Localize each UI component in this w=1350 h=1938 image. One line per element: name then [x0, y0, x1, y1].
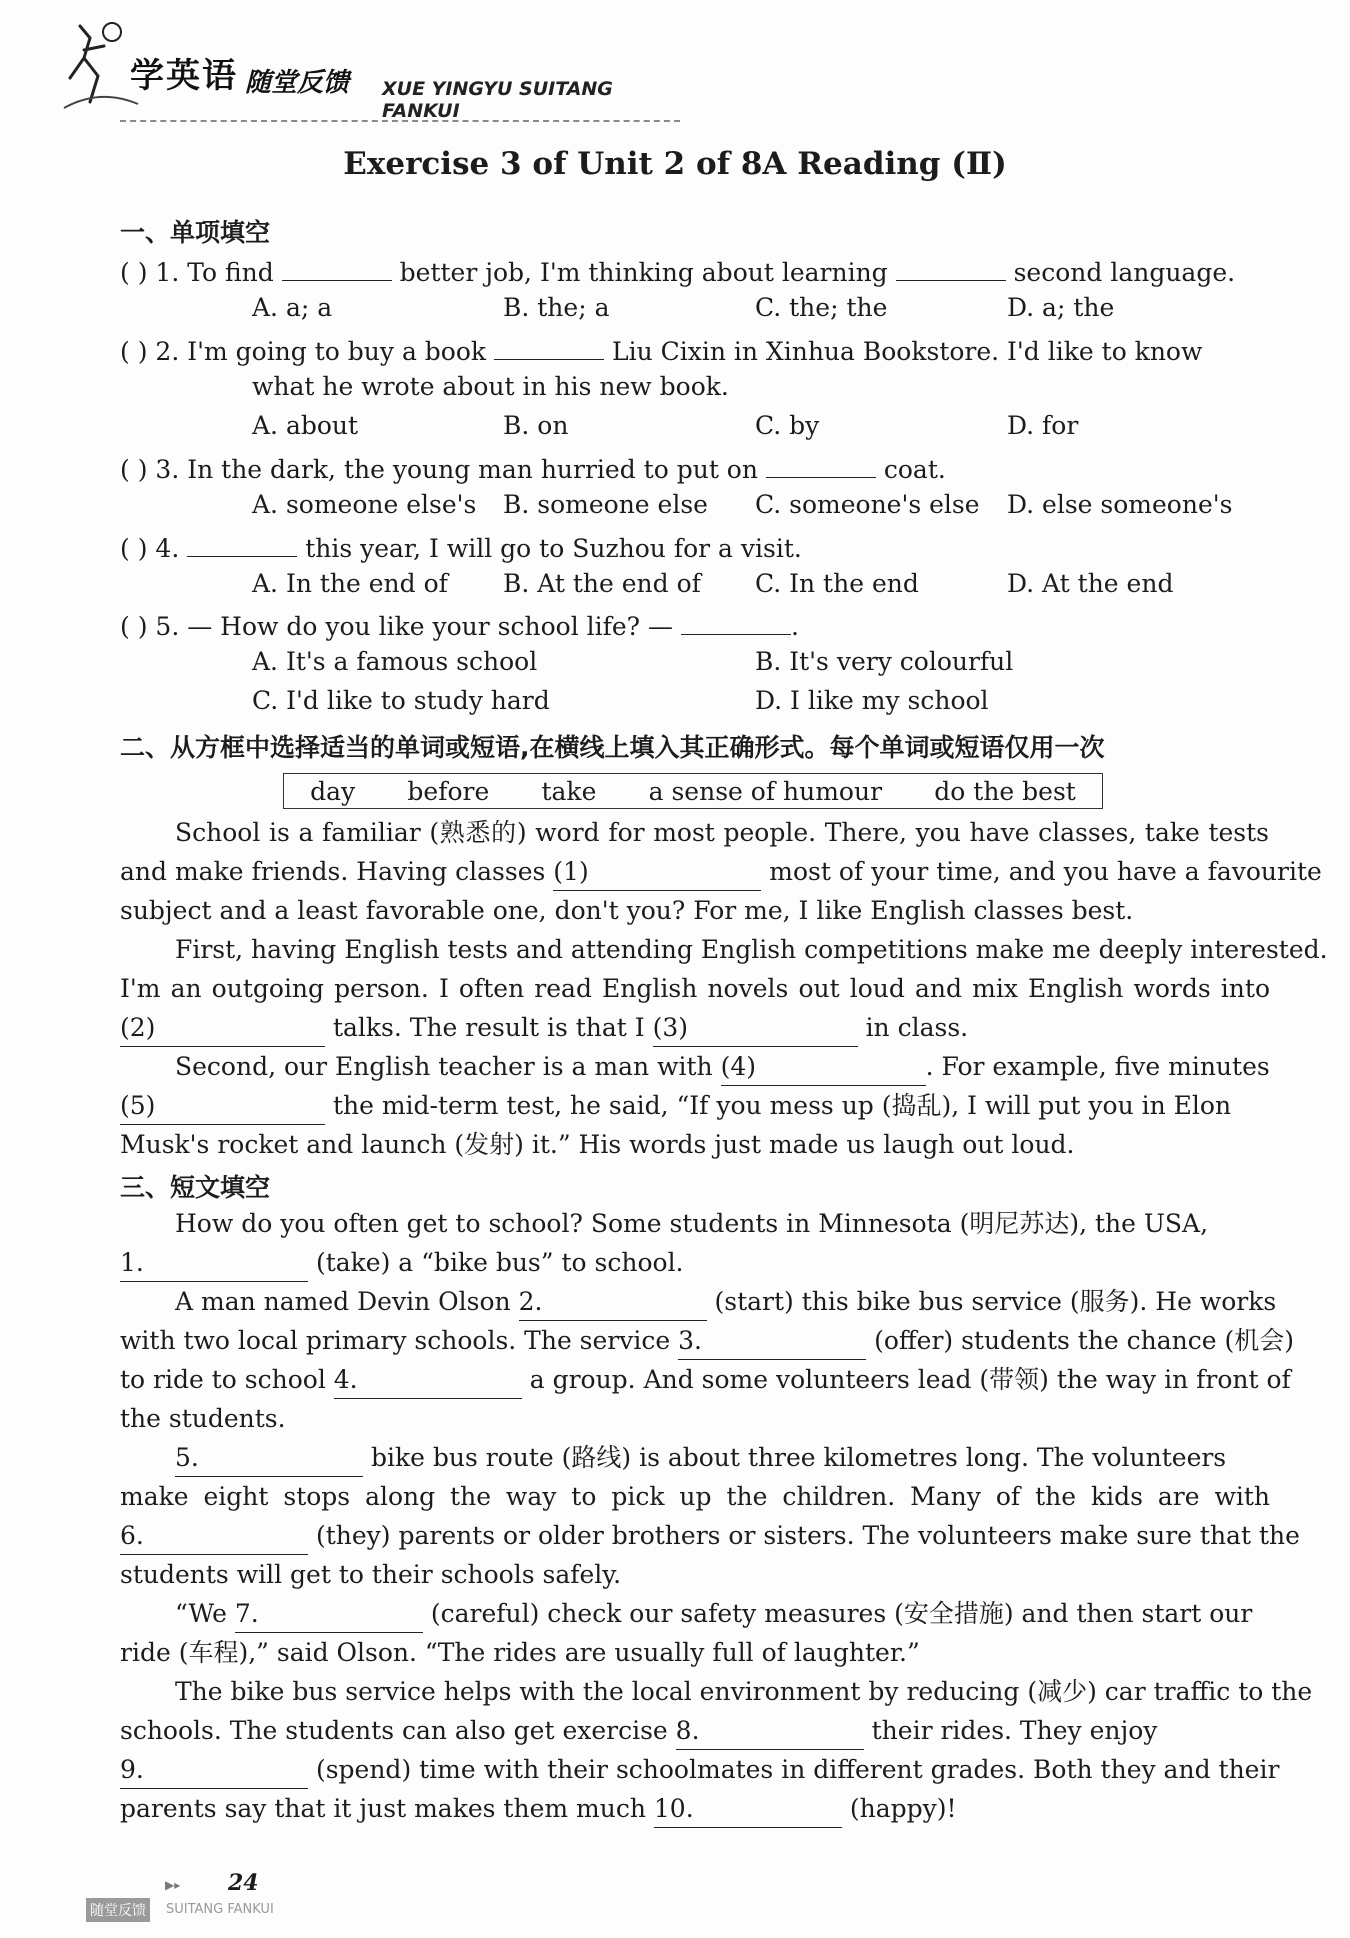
option-d: D. I like my school: [755, 686, 989, 715]
passage-3-line: [120, 1362, 1291, 1399]
passage-text: (happy)!: [849, 1794, 957, 1823]
section-3-heading: 三、短文填空: [120, 1173, 271, 1202]
option-a: A. It's a famous school: [252, 647, 538, 676]
blank-number: 10.: [653, 1794, 694, 1823]
passage-2-line: subject and a least favorable one, don't you? For me, I like English classes best.: [120, 896, 1134, 925]
passage-2-line: Musk's rocket and launch (发射) it.” His words just made us laugh out loud.: [120, 1130, 1075, 1159]
answer-blank[interactable]: [654, 1791, 842, 1828]
header-divider: [120, 120, 680, 122]
word-bank-item: do the best: [934, 776, 1076, 806]
word-bank-item: day: [310, 776, 356, 806]
question-text: this year, I will go to Suzhou for a visit.: [305, 534, 802, 563]
blank-number: 4.: [333, 1365, 358, 1394]
passage-text: . For example, five minutes: [925, 1052, 1270, 1081]
passage-text: a group. And some volunteers lead (带领) the way in front of: [529, 1365, 1291, 1394]
answer-blank[interactable]: [187, 530, 297, 557]
blank-number: (1): [553, 857, 589, 886]
section-1-heading: 一、单项填空: [120, 218, 271, 247]
answer-blank[interactable]: [334, 1362, 522, 1399]
passage-text: talks. The result is that I: [332, 1013, 645, 1042]
section-2-heading: 二、从方框中选择适当的单词或短语,在横线上填入其正确形式。每个单词或短语仅用一次: [120, 733, 1105, 762]
blank-number: (2): [120, 1013, 156, 1042]
passage-text: and make friends. Having classes: [120, 857, 546, 886]
word-bank-item: a sense of humour: [648, 776, 883, 806]
passage-3-line: How do you often get to school? Some students in Minnesota (明尼苏达), the USA,: [175, 1209, 1209, 1238]
passage-3-line: [120, 1245, 1270, 1282]
passage-text: their rides. They enjoy: [871, 1716, 1158, 1745]
passage-3-line: [175, 1440, 1325, 1477]
arrow-icon: ▶▸: [165, 1878, 181, 1892]
blank-number: 1.: [120, 1248, 144, 1277]
question-text: Liu Cixin in Xinhua Bookstore. I'd like to know: [611, 337, 1203, 366]
passage-3-line: [175, 1284, 1325, 1321]
blank-number: (3): [652, 1013, 689, 1042]
option-a: A. In the end of: [252, 569, 448, 598]
option-c: C. I'd like to study hard: [252, 686, 550, 715]
passage-text: the mid-term test, he said, “If you mess up (捣乱), I will put you in Elon: [332, 1091, 1232, 1120]
answer-blank[interactable]: [553, 854, 761, 891]
header-subtitle-cn: 随堂反馈: [245, 68, 350, 98]
option-c: C. someone's else: [755, 490, 980, 519]
blank-number: 9.: [120, 1755, 144, 1784]
passage-text: (offer) students the chance (机会): [874, 1326, 1295, 1355]
answer-blank[interactable]: [678, 1323, 866, 1360]
question-text-cont: what he wrote about in his new book.: [252, 372, 729, 401]
answer-blank[interactable]: [494, 333, 604, 360]
blank-number: 7.: [234, 1599, 259, 1628]
question-2: [120, 333, 1270, 370]
footer-tag: 随堂反馈: [86, 1898, 150, 1922]
page-title: Exercise 3 of Unit 2 of 8A Reading (Ⅱ): [343, 146, 1007, 182]
option-c: C. In the end: [755, 569, 919, 598]
answer-paren: ( ): [120, 258, 148, 287]
passage-text: schools. The students can also get exercise: [120, 1716, 668, 1745]
passage-3-line: [120, 1713, 1270, 1750]
question-text: .: [790, 612, 799, 641]
passage-text: (spend) time with their schoolmates in different grades. Both they and their: [315, 1755, 1280, 1784]
blank-number: 8.: [675, 1716, 700, 1745]
passage-3-line: [175, 1596, 1325, 1633]
passage-text: most of your time, and you have a favourite: [769, 857, 1322, 886]
question-4: [120, 530, 1270, 567]
passage-text: bike bus route (路线) is about three kilometres long. The volunteers: [370, 1443, 1227, 1472]
answer-blank[interactable]: [721, 1049, 926, 1086]
answer-blank[interactable]: [120, 1518, 308, 1555]
passage-text: A man named Devin Olson: [175, 1287, 511, 1316]
question-1: [120, 254, 1270, 291]
header-title-cn: 学英语: [130, 56, 238, 96]
question-number: 4.: [155, 534, 180, 563]
question-number: 1.: [155, 258, 180, 287]
page-number: 24: [228, 1870, 259, 1896]
question-5: [120, 608, 1270, 645]
blank-number: (5): [120, 1091, 156, 1120]
question-number: 2.: [155, 337, 180, 366]
header-title-en: XUE YINGYU SUITANG FANKUI: [382, 78, 613, 122]
question-text: In the dark, the young man hurried to put on: [187, 455, 758, 484]
answer-blank[interactable]: [282, 254, 392, 281]
answer-paren: ( ): [120, 534, 148, 563]
passage-text: to ride to school: [120, 1365, 326, 1394]
answer-blank[interactable]: [120, 1245, 308, 1282]
answer-blank[interactable]: [120, 1088, 325, 1125]
question-number: 5.: [155, 612, 180, 641]
passage-3-line: [120, 1752, 1280, 1789]
passage-2-line: [120, 1088, 1270, 1125]
passage-text: parents say that it just makes them much: [120, 1794, 646, 1823]
question-text: — How do you like your school life? —: [187, 612, 674, 641]
option-c: C. by: [755, 411, 820, 440]
passage-2-line: First, having English tests and attending English competitions make me deeply interested.: [175, 935, 1328, 964]
option-d: D. At the end: [1007, 569, 1174, 598]
option-b: B. At the end of: [503, 569, 701, 598]
option-a: A. a; a: [252, 293, 333, 322]
blank-number: (4): [720, 1052, 756, 1081]
passage-text: (careful) check our safety measures (安全措施) and then start our: [430, 1599, 1253, 1628]
passage-2-line: School is a familiar (熟悉的) word for most people. There, you have classes, take tests: [175, 818, 1269, 847]
option-d: D. else someone's: [1007, 490, 1233, 519]
answer-blank[interactable]: [653, 1010, 858, 1047]
question-text: second language.: [1013, 258, 1236, 287]
passage-text: (take) a “bike bus” to school.: [315, 1248, 684, 1277]
blank-number: 6.: [120, 1521, 144, 1550]
option-b: B. the; a: [503, 293, 610, 322]
answer-blank[interactable]: [175, 1440, 363, 1477]
passage-3-line: [120, 1791, 1270, 1828]
question-text: I'm going to buy a book: [187, 337, 487, 366]
blank-number: 3.: [678, 1326, 702, 1355]
option-c: C. the; the: [755, 293, 888, 322]
footer-tag-en: SUITANG FANKUI: [166, 1902, 274, 1917]
option-b: B. It's very colourful: [755, 647, 1014, 676]
question-text: coat.: [883, 455, 946, 484]
passage-3-line: The bike bus service helps with the local environment by reducing (减少) car traffic to the: [175, 1677, 1313, 1706]
word-bank: [283, 773, 1103, 809]
question-number: 3.: [155, 455, 180, 484]
option-d: D. for: [1007, 411, 1079, 440]
passage-3-line: ride (车程),” said Olson. “The rides are usually full of laughter.”: [120, 1638, 920, 1667]
passage-2-line: [120, 1010, 1270, 1047]
blank-number: 2.: [518, 1287, 543, 1316]
option-a: A. someone else's: [252, 490, 477, 519]
passage-text: (they) parents or older brothers or sisters. The volunteers make sure that the: [315, 1521, 1300, 1550]
passage-text: in class.: [865, 1013, 969, 1042]
option-a: A. about: [252, 411, 359, 440]
answer-paren: ( ): [120, 337, 148, 366]
answer-blank[interactable]: [235, 1596, 423, 1633]
option-b: B. on: [503, 411, 569, 440]
answer-blank[interactable]: [681, 608, 791, 635]
passage-3-line: make eight stops along the way to pick up the children. Many of the kids are with: [120, 1482, 1270, 1511]
passage-3-line: students will get to their schools safely.: [120, 1560, 622, 1589]
word-bank-item: take: [541, 776, 597, 806]
passage-3-line: [120, 1518, 1300, 1555]
word-bank-item: before: [407, 776, 490, 806]
answer-blank[interactable]: [896, 254, 1006, 281]
passage-3-line: the students.: [120, 1404, 286, 1433]
answer-paren: ( ): [120, 455, 148, 484]
answer-blank[interactable]: [120, 1010, 325, 1047]
option-d: D. a; the: [1007, 293, 1115, 322]
option-b: B. someone else: [503, 490, 708, 519]
passage-text: “We: [175, 1599, 227, 1628]
question-3: [120, 451, 1270, 488]
passage-text: Second, our English teacher is a man with: [175, 1052, 713, 1081]
passage-3-line: [120, 1323, 1295, 1360]
passage-2-line: [175, 1049, 1325, 1086]
answer-blank[interactable]: [519, 1284, 707, 1321]
passage-2-line: I'm an outgoing person. I often read English novels out loud and mix English words into: [120, 974, 1270, 1003]
answer-blank[interactable]: [676, 1713, 864, 1750]
answer-paren: ( ): [120, 612, 148, 641]
passage-2-line: [120, 854, 1322, 891]
question-text: better job, I'm thinking about learning: [399, 258, 888, 287]
passage-text: (start) this bike bus service (服务). He works: [714, 1287, 1277, 1316]
answer-blank[interactable]: [120, 1752, 308, 1789]
answer-blank[interactable]: [766, 451, 876, 478]
header-banner: [60, 18, 680, 122]
question-text: To find: [187, 258, 274, 287]
passage-text: with two local primary schools. The service: [120, 1326, 671, 1355]
runner-logo-icon: [60, 18, 140, 118]
blank-number: 5.: [175, 1443, 199, 1472]
